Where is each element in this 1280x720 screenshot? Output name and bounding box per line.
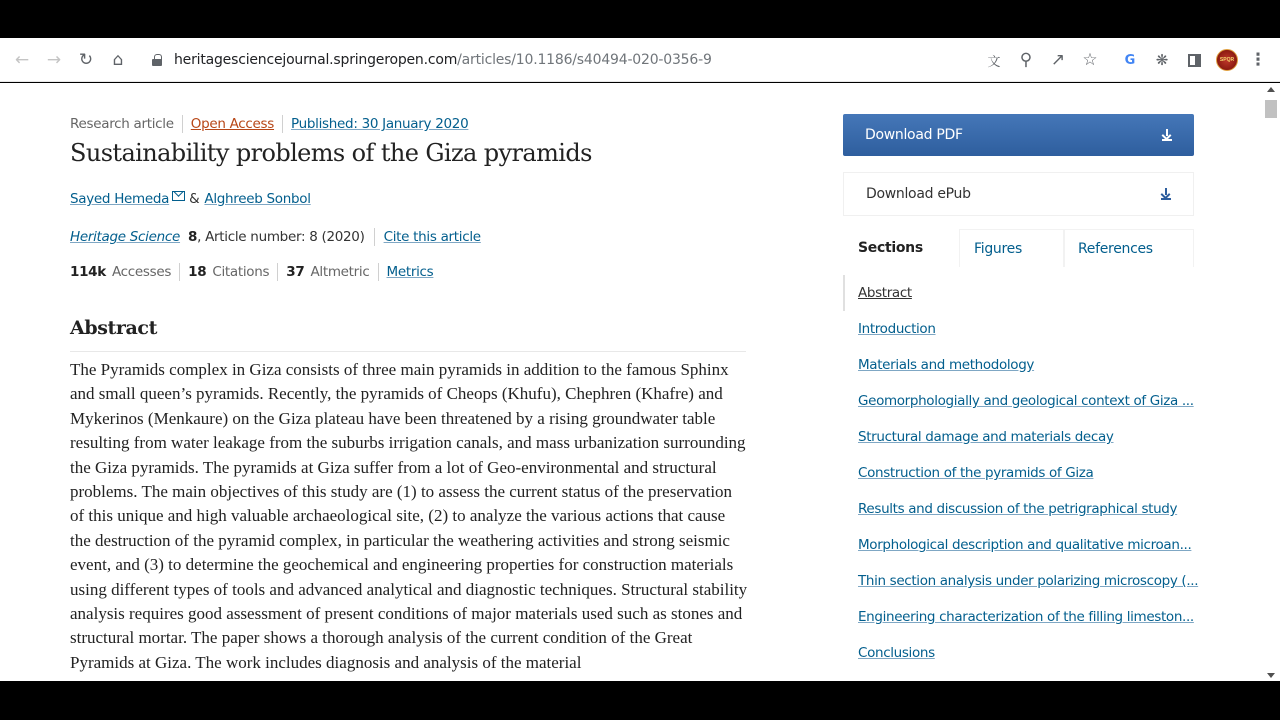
section-item-geomorphology (843, 383, 1194, 419)
section-item-materials (843, 347, 1194, 383)
article-title: Sustainability problems of the Giza pyramids (70, 139, 592, 167)
download-pdf-button[interactable] (843, 114, 1194, 156)
scroll-thumb[interactable] (1265, 100, 1277, 118)
extensions-puzzle-icon[interactable]: ❋ (1155, 51, 1169, 69)
section-link[interactable]: Geomorphologially and geological context of Giza ... (858, 393, 1194, 409)
tab-sections[interactable]: Sections (858, 240, 923, 256)
divider (182, 115, 183, 133)
tab-references[interactable]: References (1064, 229, 1194, 267)
published-date-link[interactable]: Published: 30 January 2020 (291, 116, 469, 132)
author-link[interactable]: Alghreeb Sonbol (204, 191, 311, 207)
divider (374, 228, 375, 246)
section-item-structural-damage (843, 419, 1194, 455)
article-page (0, 83, 1262, 681)
section-link[interactable]: Thin section analysis under polarizing microscopy (... (858, 573, 1199, 589)
article-number: , Article number: 8 (2020) (197, 229, 365, 245)
download-icon (1162, 129, 1172, 141)
lock-icon[interactable] (152, 54, 162, 66)
scroll-up-arrow-icon[interactable] (1267, 87, 1275, 92)
divider (282, 115, 283, 133)
author-list (70, 191, 311, 207)
section-item-construction (843, 455, 1194, 491)
reload-icon[interactable]: ↻ (78, 50, 94, 70)
cite-article-link[interactable]: Cite this article (383, 229, 481, 245)
side-panel-icon[interactable] (1182, 48, 1206, 72)
forward-icon[interactable]: → (46, 50, 62, 70)
altmetric-score: 37 (286, 264, 305, 280)
section-item-engineering (843, 599, 1194, 635)
download-epub-label: Download ePub (866, 186, 971, 202)
divider (179, 263, 180, 281)
author-link[interactable]: Sayed Hemeda (70, 191, 170, 207)
section-item-results (843, 491, 1194, 527)
author-separator: & (189, 191, 200, 207)
profile-avatar[interactable] (1216, 49, 1238, 71)
bookmark-star-icon[interactable]: ☆ (1082, 50, 1098, 70)
section-item-conclusions (843, 635, 1194, 671)
download-epub-button[interactable] (843, 172, 1194, 216)
abstract-text: The Pyramids complex in Giza consists of three main pyramids in addition to the famous Sphinx and small queen’s pyramids. Recently, the pyramids of Cheops (Khufu), Chephren (Khafre) and Mykerinos (Menkaure) on the Giza plateau have been threatened by a rising groundwater table resulting from water leakage from the suburbs irrigation canals, and mass urbanization surrounding the Giza pyramids. The pyramids at Giza suffer from a lot of Geo-environmental and structural problems. The main objectives of this study are (1) to assess the current status of the preservation of this unique and high valuable archaeological site, (2) to analyze the various actions that cause the destruction of the pyramid complex, in particular the weathering activities and strong seismic event, and (3) to determine the geochemical and engineering properties for construction materials using different types of tools and advanced analytical and diagnostic techniques. Structural stability analysis requires good assessment of present conditions of major materials used such as stones and structural mortar. The paper shows a thorough analysis of the current condition of the Great Pyramids at Giza. The work includes diagnosis and analysis of the material (70, 360, 748, 672)
accesses-count: 114k (70, 264, 106, 280)
screen-top-border (0, 0, 1280, 38)
accesses-label: Accesses (111, 264, 172, 280)
url-path: /articles/10.1186/s40494-020-0356-9 (457, 52, 712, 68)
translate-icon[interactable]: 文 (987, 54, 1001, 70)
section-link[interactable]: Abstract (858, 285, 912, 301)
address-bar[interactable] (152, 50, 712, 70)
abstract-heading: Abstract (70, 317, 157, 339)
section-link[interactable]: Conclusions (858, 645, 935, 661)
section-item-thin-section (843, 563, 1199, 599)
section-link[interactable]: Structural damage and materials decay (858, 429, 1114, 445)
more-menu-icon[interactable]: ⋮ (1249, 50, 1267, 70)
download-icon (1161, 188, 1171, 200)
journal-link[interactable]: Heritage Science (70, 229, 181, 245)
volume: 8 (188, 229, 198, 245)
metrics-link[interactable]: Metrics (386, 264, 434, 280)
scroll-down-arrow-icon[interactable] (1267, 673, 1275, 678)
screen-bottom-border (0, 681, 1280, 720)
metrics-bar (70, 263, 433, 281)
citation-line (70, 228, 481, 246)
divider (378, 263, 379, 281)
sections-nav (843, 275, 1199, 671)
section-link[interactable]: Materials and methodology (858, 357, 1035, 373)
article-meta (70, 115, 468, 133)
section-link[interactable]: Results and discussion of the petrigraphical study (858, 501, 1178, 517)
page-scrollbar[interactable] (1262, 83, 1280, 681)
email-icon[interactable] (172, 191, 185, 201)
back-icon[interactable]: ← (14, 50, 30, 70)
divider (277, 263, 278, 281)
section-link[interactable]: Introduction (858, 321, 936, 337)
abstract-divider (70, 351, 746, 352)
section-link[interactable]: Construction of the pyramids of Giza (858, 465, 1094, 481)
citations-count: 18 (188, 264, 207, 280)
section-link[interactable]: Engineering characterization of the filling limeston... (858, 609, 1194, 625)
altmetric-label: Altmetric (310, 264, 370, 280)
citations-label: Citations (212, 264, 270, 280)
article-type: Research article (70, 116, 174, 132)
section-link[interactable]: Morphological description and qualitative microan... (858, 537, 1192, 553)
section-item-abstract (843, 275, 1194, 311)
section-item-introduction (843, 311, 1194, 347)
google-translate-extension-icon[interactable]: G (1124, 52, 1136, 68)
url-host: heritagesciencejournal.springeropen.com (174, 52, 458, 68)
zoom-out-icon[interactable]: ⚲ (1019, 50, 1033, 70)
home-icon[interactable]: ⌂ (112, 50, 124, 70)
browser-toolbar (0, 38, 1280, 82)
share-icon[interactable]: ↗ (1050, 50, 1066, 70)
download-pdf-label: Download PDF (865, 127, 963, 143)
avatar-text: SPQR (1219, 57, 1235, 63)
tab-figures[interactable]: Figures (959, 229, 1064, 267)
sidebar-tabs (843, 229, 1194, 267)
section-item-morphological (843, 527, 1194, 563)
open-access-link[interactable]: Open Access (190, 116, 275, 132)
